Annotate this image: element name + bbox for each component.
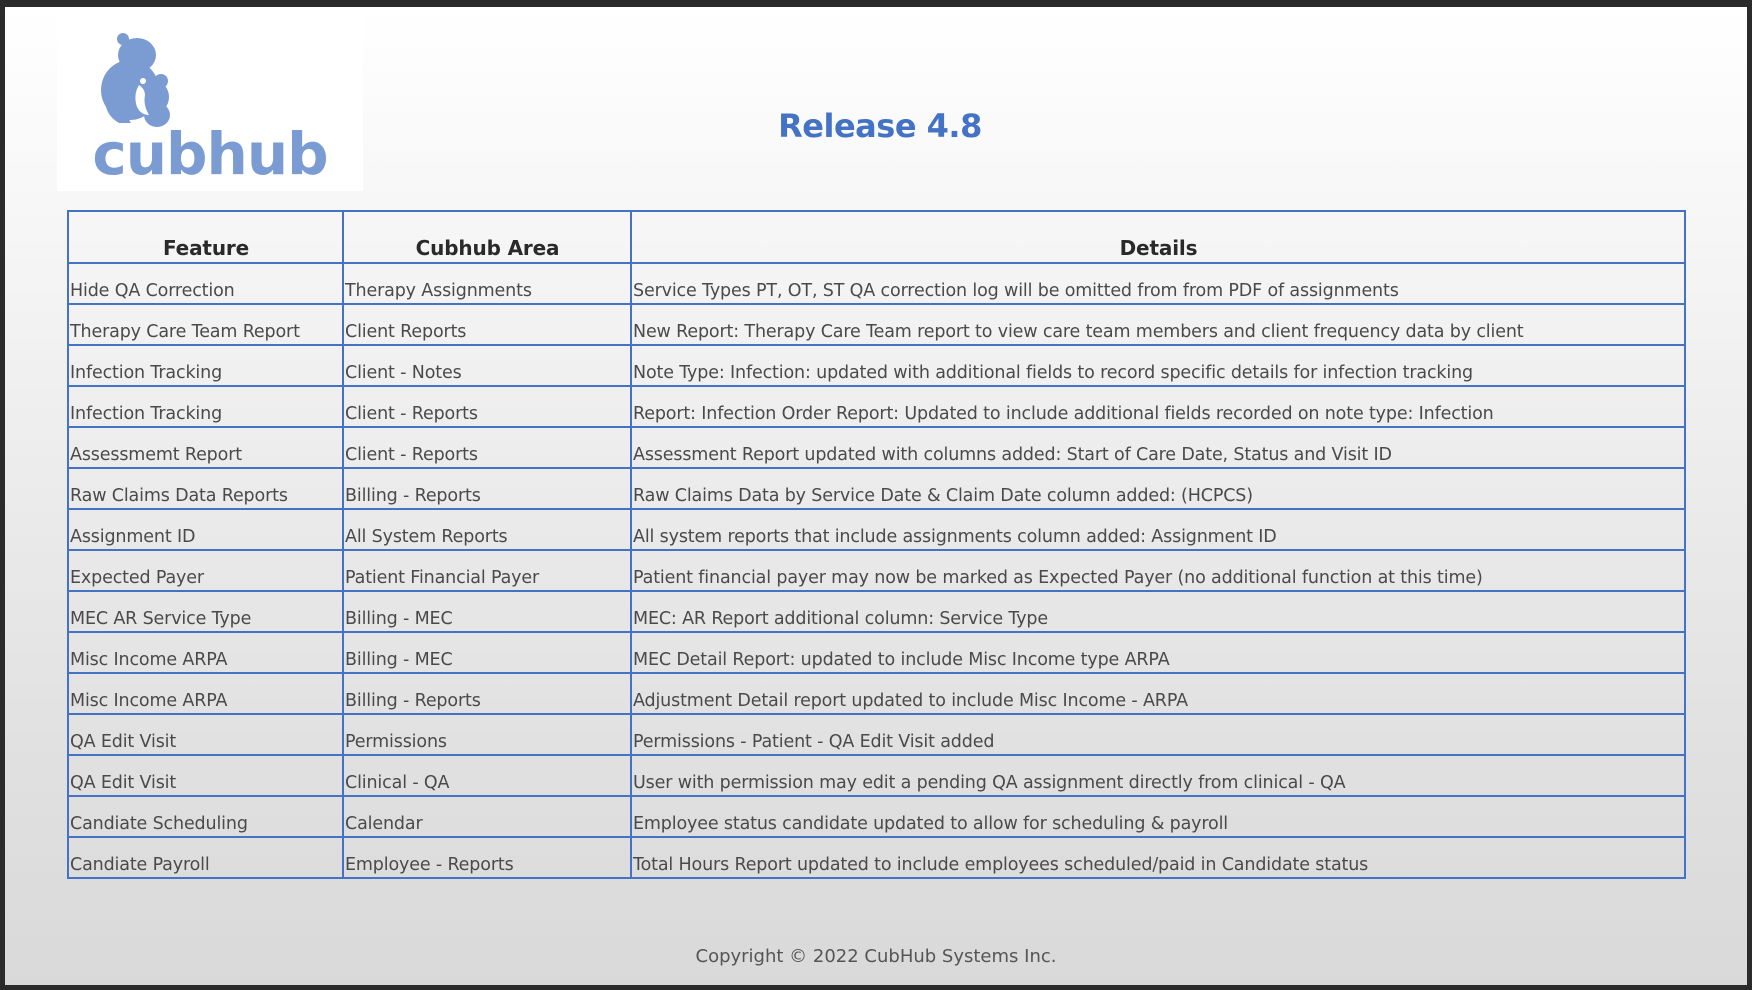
table-row [68,632,1685,673]
feature-cell: Infection Tracking [68,345,343,386]
feature-cell: QA Edit Visit [68,714,343,755]
release-notes-table [67,210,1686,879]
table-row [68,755,1685,796]
details-cell: MEC: AR Report additional column: Service Type [631,591,1685,632]
bear-mother-cub-icon [101,33,170,127]
feature-cell: Candiate Payroll [68,837,343,878]
column-header-feature: Feature [68,211,343,263]
page-title: Release 4.8 [778,107,982,145]
area-cell: Client Reports [343,304,631,345]
table-row [68,591,1685,632]
slide [5,7,1747,985]
details-cell: Employee status candidate updated to allow for scheduling & payroll [631,796,1685,837]
table-row [68,427,1685,468]
area-cell: Billing - MEC [343,591,631,632]
feature-cell: Misc Income ARPA [68,632,343,673]
feature-cell: MEC AR Service Type [68,591,343,632]
details-cell: Note Type: Infection: updated with additional fields to record specific details for infection tracking [631,345,1685,386]
area-cell: Therapy Assignments [343,263,631,304]
details-cell: New Report: Therapy Care Team report to view care team members and client frequency data by client [631,304,1685,345]
column-header-cubhub-area: Cubhub Area [343,211,631,263]
feature-cell: Assignment ID [68,509,343,550]
table-row [68,509,1685,550]
area-cell: Billing - MEC [343,632,631,673]
area-cell: Permissions [343,714,631,755]
feature-cell: Hide QA Correction [68,263,343,304]
table-row [68,673,1685,714]
area-cell: Calendar [343,796,631,837]
area-cell: Billing - Reports [343,468,631,509]
area-cell: All System Reports [343,509,631,550]
area-cell: Patient Financial Payer [343,550,631,591]
details-cell: Total Hours Report updated to include employees scheduled/paid in Candidate status [631,837,1685,878]
table-row [68,714,1685,755]
table-row [68,304,1685,345]
feature-cell: QA Edit Visit [68,755,343,796]
area-cell: Clinical - QA [343,755,631,796]
table-row [68,468,1685,509]
table-row [68,345,1685,386]
feature-cell: Therapy Care Team Report [68,304,343,345]
table-header-row [68,211,1685,263]
area-cell: Client - Reports [343,427,631,468]
logo-wordmark: cubhub [92,120,328,188]
area-cell: Billing - Reports [343,673,631,714]
copyright-footer: Copyright © 2022 CubHub Systems Inc. [695,946,1057,967]
area-cell: Client - Notes [343,345,631,386]
table-row [68,796,1685,837]
area-cell: Employee - Reports [343,837,631,878]
details-cell: Permissions - Patient - QA Edit Visit added [631,714,1685,755]
details-cell: Raw Claims Data by Service Date & Claim Date column added: (HCPCS) [631,468,1685,509]
details-cell: Assessment Report updated with columns added: Start of Care Date, Status and Visit ID [631,427,1685,468]
feature-cell: Candiate Scheduling [68,796,343,837]
feature-cell: Assessmemt Report [68,427,343,468]
feature-cell: Infection Tracking [68,386,343,427]
details-cell: User with permission may edit a pending QA assignment directly from clinical - QA [631,755,1685,796]
area-cell: Client - Reports [343,386,631,427]
table-row [68,386,1685,427]
details-cell: Service Types PT, OT, ST QA correction log will be omitted from from PDF of assignments [631,263,1685,304]
feature-cell: Expected Payer [68,550,343,591]
details-cell: Adjustment Detail report updated to include Misc Income - ARPA [631,673,1685,714]
feature-cell: Raw Claims Data Reports [68,468,343,509]
details-cell: MEC Detail Report: updated to include Misc Income type ARPA [631,632,1685,673]
table-row [68,837,1685,878]
table-row [68,263,1685,304]
details-cell: Patient financial payer may now be marked as Expected Payer (no additional function at this time) [631,550,1685,591]
feature-cell: Misc Income ARPA [68,673,343,714]
details-cell: Report: Infection Order Report: Updated to include additional fields recorded on note type: Infection [631,386,1685,427]
column-header-details: Details [631,211,1685,263]
details-cell: All system reports that include assignments column added: Assignment ID [631,509,1685,550]
cubhub-logo [57,15,363,191]
table-row [68,550,1685,591]
